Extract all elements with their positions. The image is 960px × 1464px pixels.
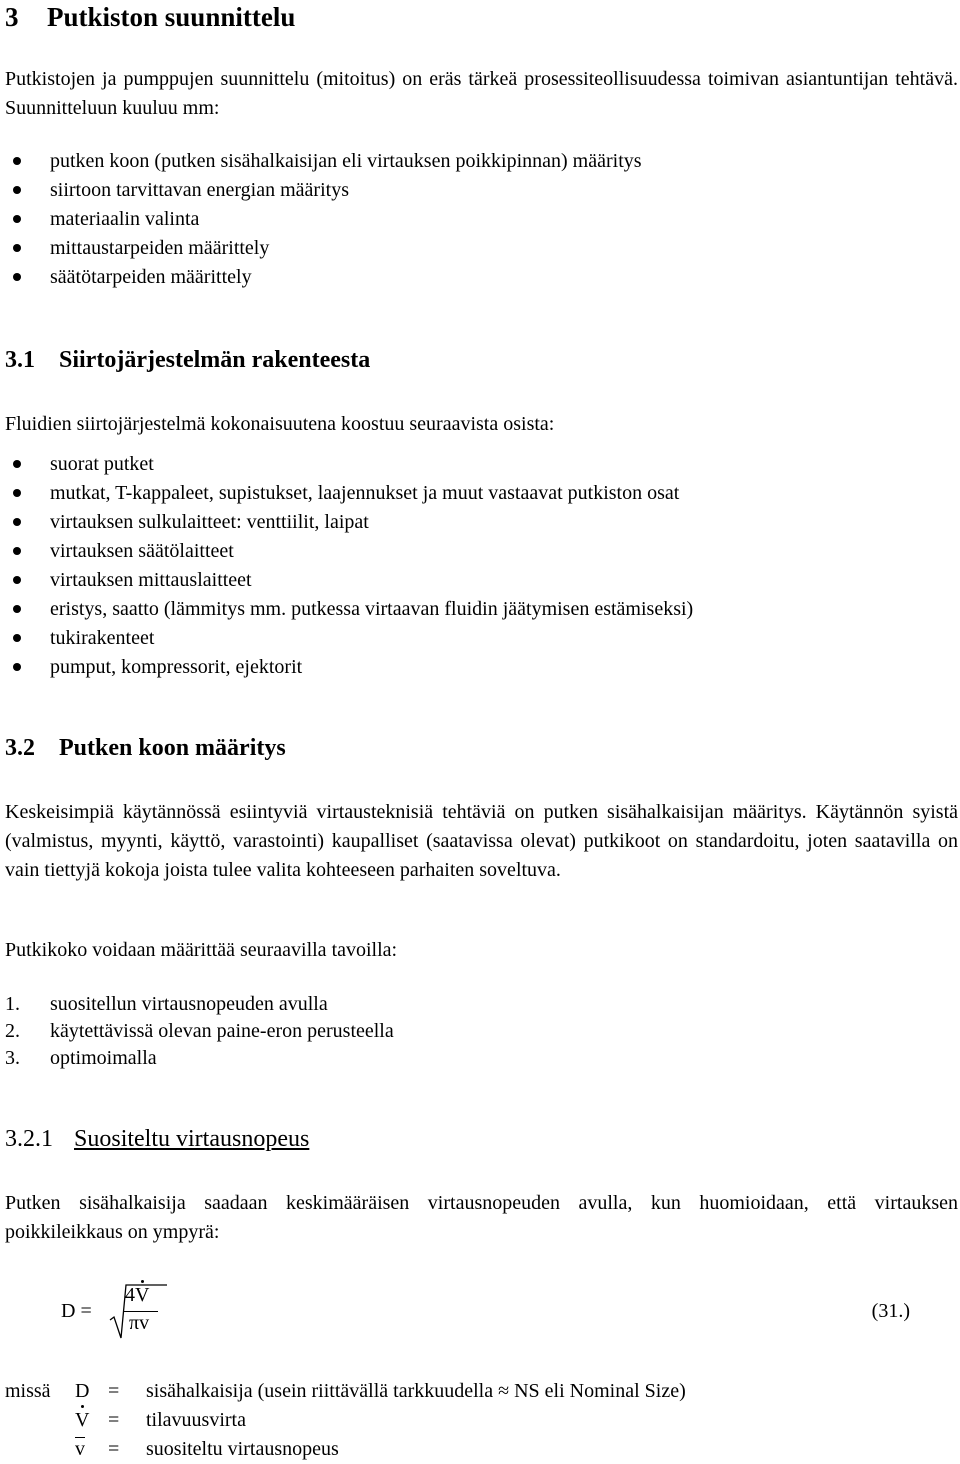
list-item: materiaalin valinta — [5, 205, 642, 234]
intro-bullet-list — [5, 147, 642, 292]
bullet-icon — [13, 273, 21, 281]
list-item: virtauksen säätölaitteet — [5, 537, 693, 566]
bullet-icon — [13, 663, 21, 671]
section-heading — [5, 1, 295, 33]
list-item: siirtoon tarvittavan energian määritys — [5, 176, 642, 205]
bullet-icon — [13, 576, 21, 584]
list-item: säätötarpeiden määrittely — [5, 263, 642, 292]
list-item: putken koon (putken sisähalkaisijan eli virtauksen poikkipinnan) määritys — [5, 147, 642, 176]
bullet-icon — [13, 547, 21, 555]
list-item: 2. käytettävissä olevan paine-eron perusteella — [5, 1020, 394, 1042]
s32-numbered-list — [5, 990, 394, 1071]
intro-paragraph: Putkistojen ja pumppujen suunnittelu (mitoitus) on eräs tärkeä prosessiteollisuudessa toimivan asiantuntijan tehtävä. Suunnitteluun kuuluu mm: — [5, 68, 958, 119]
bullet-icon — [13, 215, 21, 223]
list-item: mutkat, T-kappaleet, supistukset, laajennukset ja muut vastaavat putkiston osat — [5, 479, 693, 508]
list-item: 3. optimoimalla — [5, 1047, 157, 1069]
equation-number: (31.) — [871, 1300, 910, 1322]
bullet-icon — [13, 157, 21, 165]
list-item: virtauksen mittauslaitteet — [5, 566, 693, 595]
list-item: 1. suositellun virtausnopeuden avulla — [5, 993, 328, 1015]
subsection-heading-3-1: 3.1 Siirtojärjestelmän rakenteesta — [5, 347, 371, 373]
bullet-icon — [13, 518, 21, 526]
bullet-icon — [13, 605, 21, 613]
formula-denominator: πv — [129, 1309, 149, 1338]
subsection-heading-3-2: 3.2 Putken koon määritys — [5, 735, 286, 761]
bullet-icon — [13, 634, 21, 642]
subsubsection-heading-3-2-1: 3.2.1 Suositeltu virtausnopeus — [5, 1126, 310, 1152]
bullet-icon — [13, 186, 21, 194]
s31-paragraph: Fluidien siirtojärjestelmä kokonaisuutena koostuu seuraavista osista: — [5, 413, 555, 435]
formula-lhs: D = — [61, 1300, 92, 1322]
s32-paragraph-2: Putkikoko voidaan määrittää seuraavilla tavoilla: — [5, 939, 398, 961]
s31-bullet-list — [5, 450, 693, 682]
s32-paragraph-1: Keskeisimpiä käytännössä esiintyviä virtausteknisiä tehtäviä on putken sisähalkaisijan määritys. Käytännön syistä (valmistus, myynti, käyttö, varastointi) kaupalliset (saatavissa olevat) putkikoot on standardoitu, joten saatavilla on vain tiettyjä kokoja joista tulee valita kohteeseen parhaiten soveltuva. — [5, 801, 958, 881]
bullet-icon — [13, 489, 21, 497]
list-item: mittaustarpeiden määrittely — [5, 234, 642, 263]
list-item: suorat putket — [5, 450, 693, 479]
list-item: tukirakenteet — [5, 624, 693, 653]
formula-numerator: 4V — [125, 1281, 149, 1310]
section-number: 3 — [5, 2, 19, 32]
formula-31 — [5, 1275, 958, 1345]
s321-paragraph: Putken sisähalkaisija saadaan keskimääräisen virtausnopeuden avulla, kun huomioidaan, että virtauksen poikkileikkaus on ympyrä: — [5, 1192, 958, 1243]
list-item: eristys, saatto (lämmitys mm. putkessa virtaavan fluidin jäätymisen estämiseksi) — [5, 595, 693, 624]
bullet-icon — [13, 244, 21, 252]
bullet-icon — [13, 460, 21, 468]
list-item: pumput, kompressorit, ejektorit — [5, 653, 693, 682]
section-title: Putkiston suunnittelu — [47, 2, 296, 32]
definitions-label: missä — [5, 1380, 51, 1402]
list-item: virtauksen sulkulaitteet: venttiilit, laipat — [5, 508, 693, 537]
